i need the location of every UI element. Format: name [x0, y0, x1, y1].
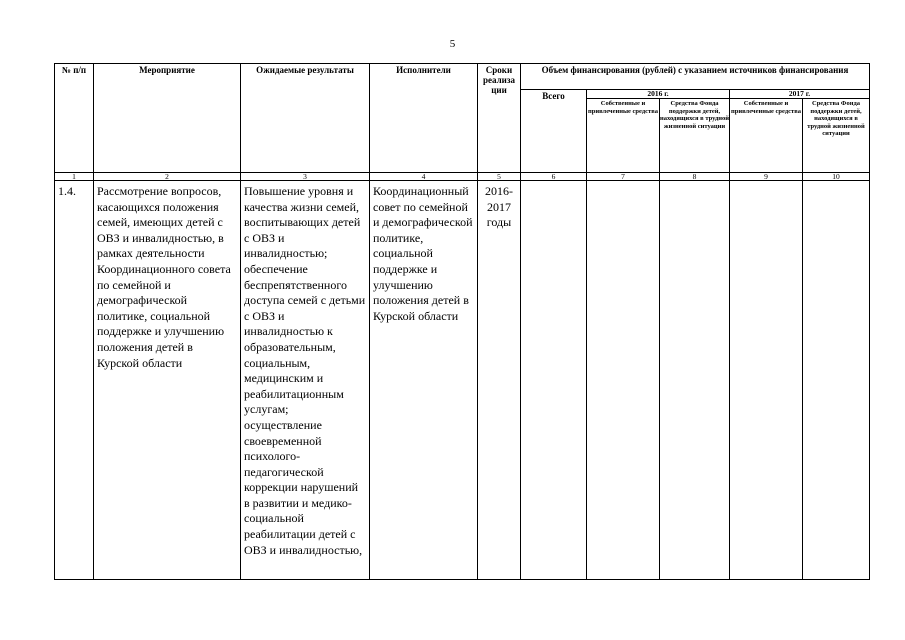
column-number: 1	[55, 173, 94, 181]
column-number: 5	[478, 173, 521, 181]
row-terms: 2016-2017 годы	[478, 181, 521, 580]
header-funding: Объем финансирования (рублей) с указанием источников финансирования	[521, 64, 870, 90]
header-total: Всего	[521, 90, 587, 173]
column-number: 9	[730, 173, 803, 181]
row-fund-2016	[660, 181, 730, 580]
column-number: 8	[660, 173, 730, 181]
header-executors: Исполнители	[370, 64, 478, 173]
header-number: № п/п	[55, 64, 94, 173]
header-terms: Сроки реализа ции	[478, 64, 521, 173]
header-own-funds-2016: Собственные и привлеченные средства	[587, 99, 660, 173]
page-number: 5	[449, 38, 456, 50]
column-number: 7	[587, 173, 660, 181]
column-number: 10	[803, 173, 870, 181]
column-number: 2	[94, 173, 241, 181]
row-event: Рассмотрение вопросов, касающихся положения семей, имеющих детей с ОВЗ и инвалидностью, в рамках деятельности Координационного совета по семейной и демографической политике, социальной поддержке и улучшению положения детей в Курской области	[94, 181, 241, 580]
header-fund-2017: Средства Фонда поддержки детей, находящихся в трудной жизненной ситуации	[803, 99, 870, 173]
row-number: 1.4.	[55, 181, 94, 580]
table-row	[55, 181, 870, 580]
row-fund-2017	[803, 181, 870, 580]
column-number: 3	[241, 173, 370, 181]
header-year-2017: 2017 г.	[730, 90, 870, 99]
header-expected-results: Ожидаемые результаты	[241, 64, 370, 173]
row-total	[521, 181, 587, 580]
row-own-funds-2016	[587, 181, 660, 580]
column-number: 4	[370, 173, 478, 181]
row-executors: Координационный совет по семейной и демографической политике, социальной поддержке и улучшению положения детей в Курской области	[370, 181, 478, 580]
column-number: 6	[521, 173, 587, 181]
header-own-funds-2017: Собственные и привлеченные средства	[730, 99, 803, 173]
row-expected-results: Повышение уровня и качества жизни семей, воспитывающих детей с ОВЗ и инвалидностью; обеспечение беспрепятственного доступа семей с детьми с ОВЗ и инвалидностью к образовательным, социальным, медицинским и реабилитационным услугам; осуществление своевременной психолого-педагогической коррекции нарушений в развитии и медико-социальной реабилитации детей с ОВЗ и инвалидностью,	[241, 181, 370, 580]
column-number-row	[55, 173, 870, 181]
header-fund-2016: Средства Фонда поддержки детей, находящихся в трудной жизненной ситуации	[660, 99, 730, 173]
header-event: Мероприятие	[94, 64, 241, 173]
header-year-2016: 2016 г.	[587, 90, 730, 99]
funding-table	[54, 63, 870, 580]
row-own-funds-2017	[730, 181, 803, 580]
